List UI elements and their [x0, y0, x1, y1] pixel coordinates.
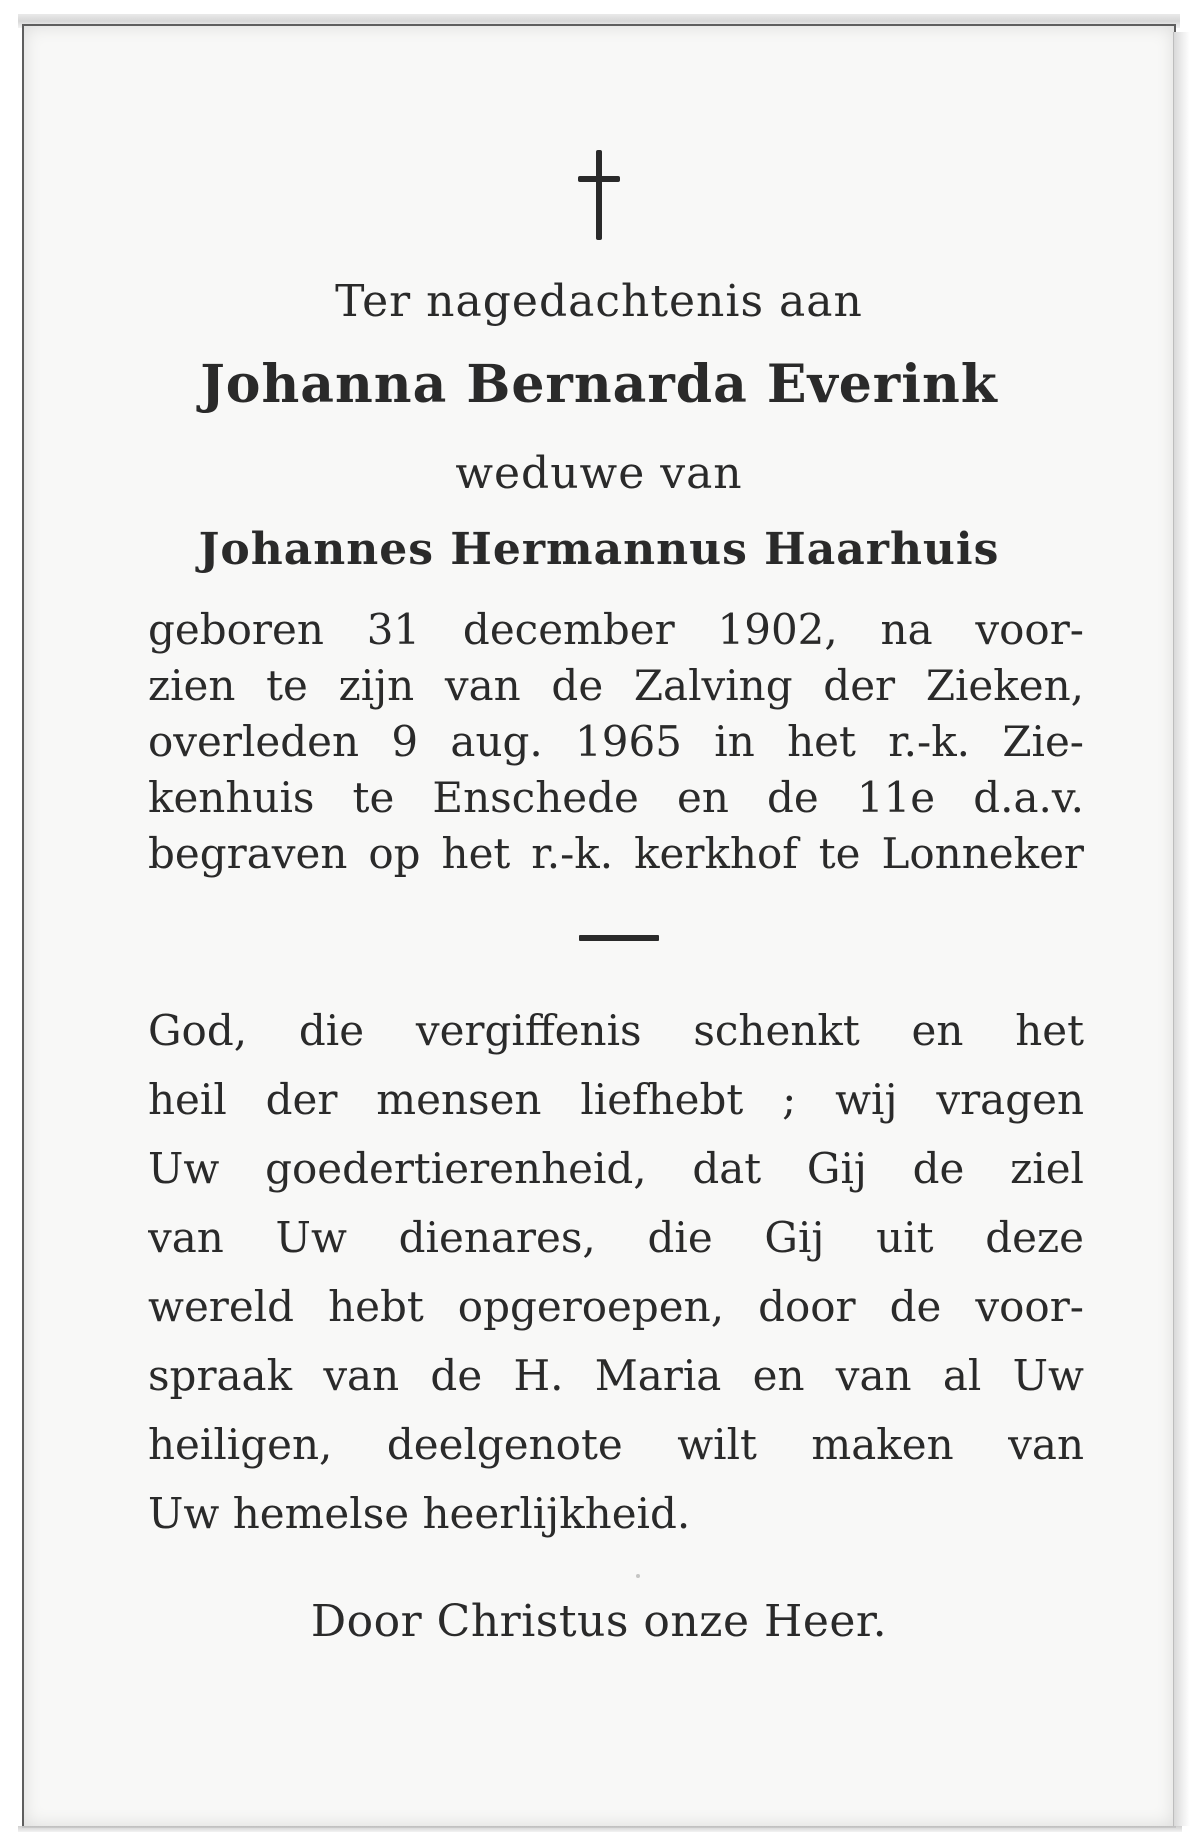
- prayer-line: God, die vergiffenis schenkt en het: [148, 1006, 1084, 1055]
- prayer-line: heiligen, deelgenote wilt maken van: [148, 1420, 1084, 1469]
- prayer-line: Uw hemelse heerlijkheid.: [148, 1489, 691, 1538]
- memorial-card: [22, 24, 1176, 1828]
- spouse-name: Johannes Hermannus Haarhuis: [198, 524, 1000, 575]
- prayer-paragraph: [148, 996, 1084, 1548]
- paper-speck: [636, 1574, 640, 1578]
- prayer-line: Uw goedertierenheid, dat Gij de ziel: [148, 1144, 1084, 1193]
- prayer-line: heil der mensen liefhebt ; wij vragen: [148, 1075, 1084, 1124]
- deceased-name: Johanna Bernarda Everink: [200, 354, 998, 415]
- prayer-line: wereld hebt opgeroepen, door de voor-: [148, 1282, 1084, 1331]
- relation-text: weduwe van: [455, 448, 743, 499]
- closing-line: Door Christus onze Heer.: [310, 1596, 888, 1647]
- biography-line: kenhuis te Enschede en de 11e d.a.v.: [148, 773, 1084, 822]
- biography-line: overleden 9 aug. 1965 in het r.-k. Zie-: [148, 717, 1084, 766]
- biography-line: begraven op het r.-k. kerkhof te Lonneker: [148, 829, 1084, 878]
- section-divider: [579, 935, 659, 941]
- biography-line: zien te zijn van de Zalving der Zieken,: [148, 661, 1084, 710]
- biography-paragraph: [148, 602, 1084, 882]
- prayer-line: van Uw dienares, die Gij uit deze: [148, 1213, 1084, 1262]
- scan-edge-bottom: [18, 1826, 1182, 1832]
- cross-icon: [572, 150, 626, 240]
- prayer-line: spraak van de H. Maria en van al Uw: [148, 1351, 1084, 1400]
- biography-line: geboren 31 december 1902, na voor-: [148, 605, 1084, 654]
- card-heading: Ter nagedachtenis aan: [335, 276, 863, 327]
